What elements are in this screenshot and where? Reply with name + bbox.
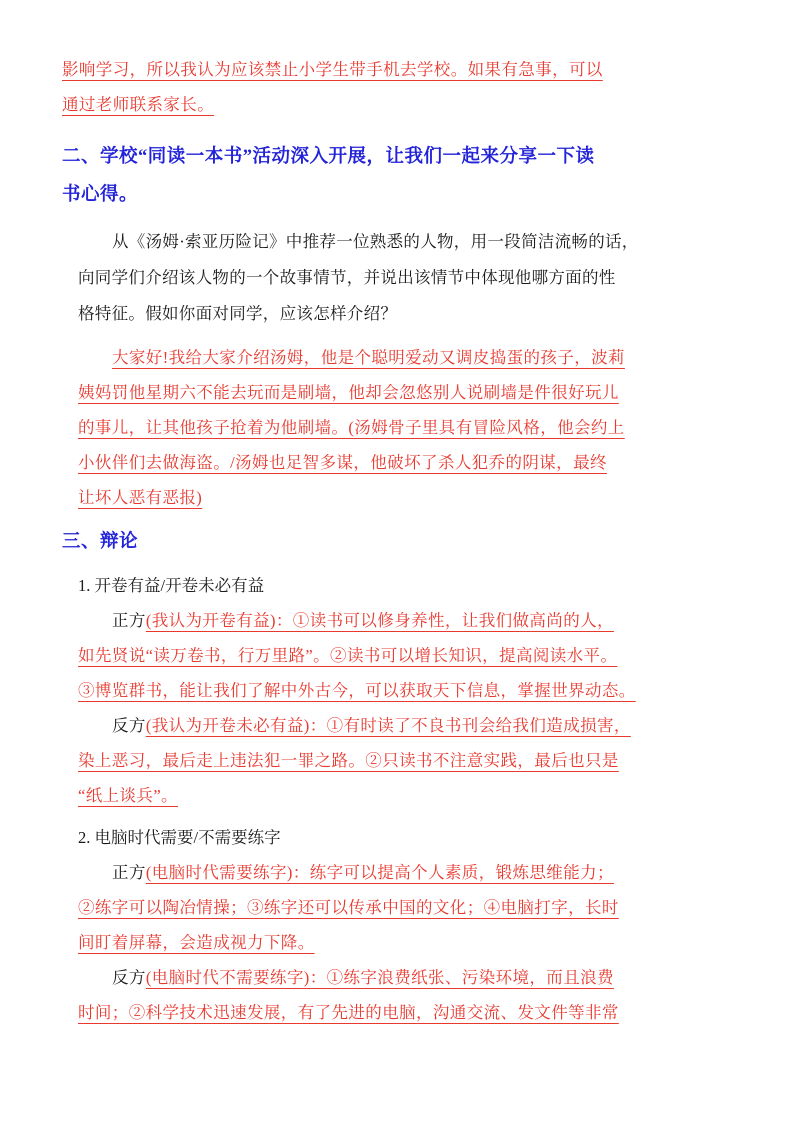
debate-item-2-pro [62,855,731,890]
con-label-1: 反方 [112,716,146,735]
pro-text-2-line-2: ②练字可以陶冶情操；③练字还可以传承中国的文化；④电脑打字，长时 [78,898,619,917]
section-two-answer-line-2: 姨妈罚他星期六不能去玩而是刷墙，他却会忽悠别人说刷墙是件很好玩儿 [78,383,619,402]
section-two-answer-line-1: 大家好!我给大家介绍汤姆，他是个聪明爱动又调皮捣蛋的孩子，波莉 [112,348,625,367]
top-answer-line-1: 影响学习，所以我认为应该禁止小学生带手机去学校。如果有急事，可以 [62,60,603,79]
con-text-1-line-3: “纸上谈兵”。 [78,786,178,805]
section-two-heading-line-2: 书心得。 [62,185,139,205]
section-two-question [62,224,731,332]
debate-item-1 [62,569,731,813]
section-two-answer [62,340,731,515]
debate-item-2-con [62,960,731,995]
spacer [62,332,731,340]
section-two-heading-line-1: 二、学校“同读一本书”活动深入开展，让我们一起来分享一下读 [62,147,595,167]
con-text-2-line-2: 时间；②科学技术迅速发展，有了先进的电脑，沟通交流、发文件等非常 [78,1003,619,1022]
section-two-answer-line-3: 的事儿，让其他孩子抢着为他刷墙。(汤姆骨子里具有冒险风格，他会约上 [78,418,625,437]
con-label-2: 反方 [112,968,146,987]
section-two-answer-line-5: 让坏人恶有恶报) [78,488,203,507]
pro-text-1-line-3: ③博览群书，能让我们了解中外古今，可以获取天下信息，掌握世界动态。 [78,681,636,700]
debate-item-1-title: 1. 开卷有益/开卷未必有益 [78,576,265,595]
spacer [62,813,731,821]
section-two-answer-line-4: 小伙伴们去做海盗。/汤姆也足智多谋，他破坏了杀人犯乔的阴谋，最终 [78,453,607,472]
section-three-heading: 三、辩论 [62,532,139,552]
section-two-heading [62,138,731,214]
debate-item-1-pro [62,603,731,638]
section-two-question-line-3: 格特征。假如你面对同学，应该怎样介绍？ [78,304,398,323]
top-answer-block [62,52,731,122]
spacer [62,561,731,569]
pro-label-2: 正方 [112,863,146,882]
section-two-question-line-1: 从《汤姆·索亚历险记》中推荐一位熟悉的人物，用一段简洁流畅的话， [112,232,639,251]
debate-item-1-con [62,708,731,743]
con-text-1-line-2: 染上恶习，最后走上违法犯一罪之路。②只读书不注意实践，最后也只是 [78,751,619,770]
pro-text-1-line-1: (我认为开卷有益)：①读书可以修身养性，让我们做高尚的人， [145,611,614,630]
pro-text-2-line-1: (电脑时代需要练字)：练字可以提高个人素质，锻炼思维能力； [145,863,614,882]
debate-item-2 [62,821,731,1030]
con-text-2-line-1: (电脑时代不需要练字)：①练字浪费纸张、污染环境，而且浪费 [145,968,614,987]
pro-label-1: 正方 [112,611,146,630]
spacer [62,122,731,138]
pro-text-1-line-2: 如先贤说“读万卷书，行万里路”。②读书可以增长知识，提高阅读水平。 [78,646,618,665]
pro-text-2-line-3: 间盯着屏幕，会造成视力下降。 [78,933,315,952]
debate-item-2-title: 2. 电脑时代需要/不需要练字 [78,828,281,847]
spacer [62,214,731,224]
spacer [62,515,731,523]
section-two-question-line-2: 向同学们介绍该人物的一个故事情节，并说出该情节中体现他哪方面的性 [78,268,616,287]
con-text-1-line-1: (我认为开卷未必有益)：①有时读了不良书刊会给我们造成损害， [145,716,631,735]
top-answer-line-2: 通过老师联系家长。 [62,95,215,114]
